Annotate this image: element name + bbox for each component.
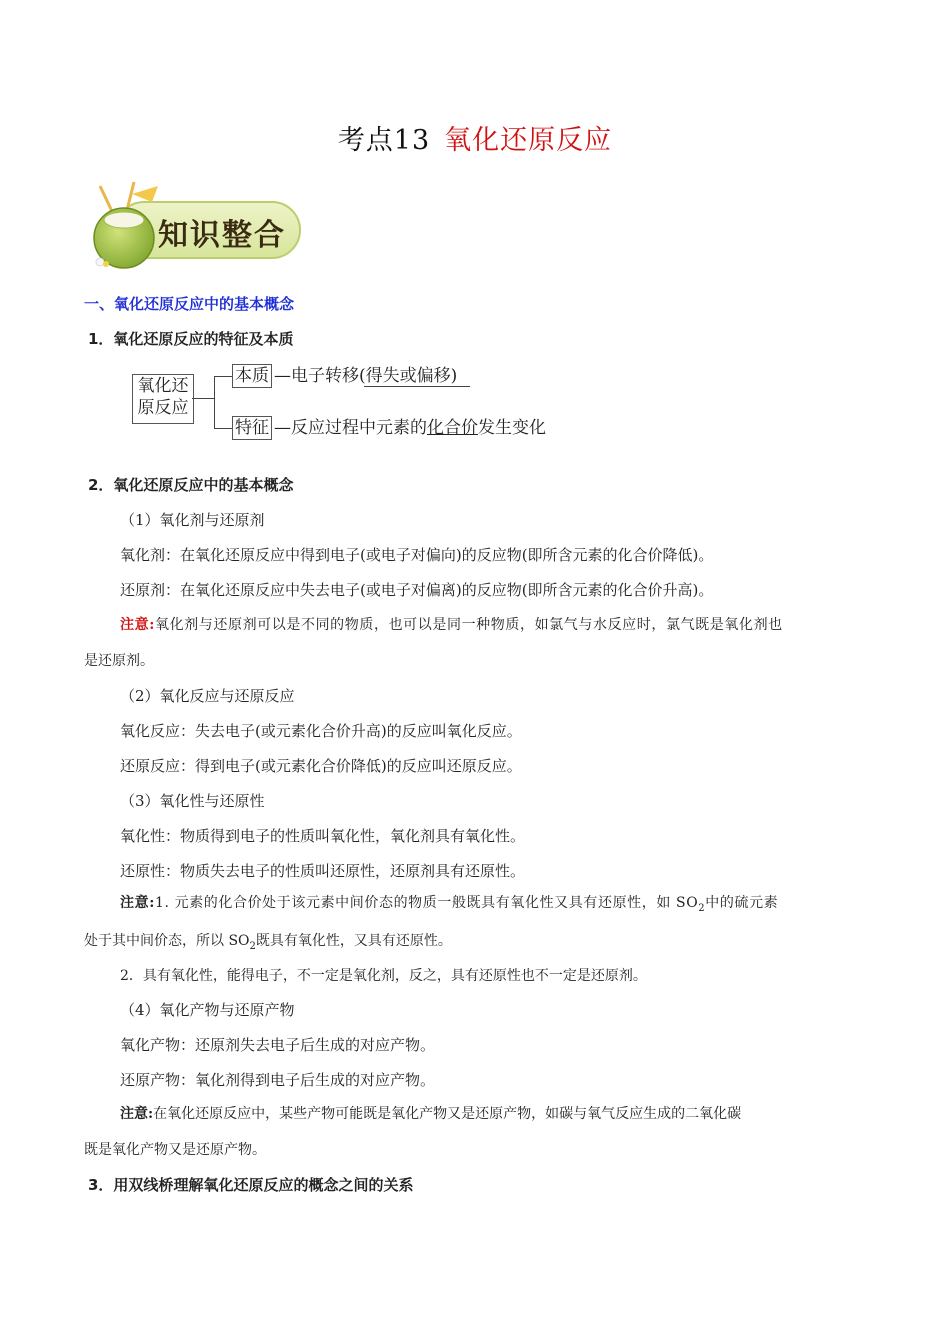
connector-v	[214, 376, 215, 428]
note-3-line-1	[120, 1103, 910, 1125]
para-1-heading: （1）氧化剂与还原剂	[120, 511, 265, 529]
essence-underline	[364, 386, 470, 387]
note-2-text-a2: 中的硫元素	[705, 895, 779, 911]
note-1-text-a: 氧化剂与还原剂可以是不同的物质，也可以是同一种物质，如氯气与水反应时，氯气既是氧化剂也	[154, 617, 783, 633]
note-2-line-1	[120, 892, 910, 920]
feature-text	[274, 417, 546, 439]
note-1-label: 注意:	[120, 617, 155, 633]
kaodian-number: 考点13	[337, 125, 431, 156]
note-3-text-a: 在氧化还原反应中，某些产物可能既是氧化产物又是还原产物，如碳与氧气反应生成的二氧化碳	[153, 1106, 742, 1122]
note-2-label: 注意:	[120, 895, 155, 911]
feature-text-underlined: 化合价	[427, 418, 478, 438]
para-4-heading: （4）氧化产物与还原产物	[120, 1001, 295, 1019]
root-box	[132, 374, 194, 424]
knowledge-badge	[88, 180, 303, 270]
subheading-1: 1．氧化还原反应的特征及本质	[88, 330, 294, 348]
note-2-line-3: 2．具有氧化性，能得电子，不一定是氧化剂，反之，具有还原性也不一定是还原剂。	[120, 968, 647, 984]
reducing-def: 还原性：物质失去电子的性质叫还原性，还原剂具有还原性。	[120, 862, 526, 880]
red-product-def: 还原产物：氧化剂得到电子后生成的对应产物。	[120, 1071, 436, 1089]
oxidant-def: 氧化剂：在氧化还原反应中得到电子(或电子对偏向)的反应物(即所含元素的化合价降低)。	[120, 546, 714, 564]
note-2-text-b2: 既具有氧化性，又具有还原性。	[255, 933, 452, 949]
note-3-label: 注意:	[120, 1106, 154, 1122]
subheading-2: 2．氧化还原反应中的基本概念	[88, 476, 294, 494]
page-title	[0, 118, 950, 157]
root-line-2: 原反应	[137, 398, 189, 418]
so2-subscript-2: 2	[249, 940, 256, 952]
connector-top	[214, 376, 232, 377]
essence-text: —电子转移(得失或偏移)	[274, 366, 458, 386]
note-1-line-2: 是还原剂。	[84, 653, 154, 669]
concept-diagram	[132, 362, 572, 442]
connector-bottom	[214, 428, 232, 429]
root-line-1: 氧化还	[137, 376, 189, 396]
note-2-text-a1: 1. 元素的化合价处于该元素中间价态的物质一般既具有氧化性又具有还原性，如 SO	[154, 895, 699, 911]
note-1-line-1	[120, 614, 910, 636]
feature-box: 特征	[232, 416, 272, 440]
connector-h	[192, 398, 214, 399]
ox-product-def: 氧化产物：还原剂失去电子后生成的对应产物。	[120, 1036, 436, 1054]
oxidizing-def: 氧化性：物质得到电子的性质叫氧化性，氧化剂具有氧化性。	[120, 827, 526, 845]
topic-title: 氧化还原反应	[444, 125, 613, 156]
note-3-line-2: 既是氧化产物又是还原产物。	[84, 1142, 266, 1158]
so2-subscript-1: 2	[698, 902, 706, 914]
para-2-heading: （2）氧化反应与还原反应	[120, 687, 295, 705]
section-heading: 一、氧化还原反应中的基本概念	[84, 295, 295, 313]
essence-box: 本质	[232, 364, 272, 388]
reduction-def: 还原反应：得到电子(或元素化合价降低)的反应叫还原反应。	[120, 757, 522, 775]
note-2-line-2	[84, 930, 874, 958]
para-3-heading: （3）氧化性与还原性	[120, 792, 265, 810]
oxidation-def: 氧化反应：失去电子(或元素化合价升高)的反应叫氧化反应。	[120, 722, 522, 740]
feature-text-a: —反应过程中元素的	[274, 418, 427, 438]
badge-label: 知识整合	[158, 218, 286, 253]
subheading-3: 3．用双线桥理解氧化还原反应的概念之间的关系	[88, 1176, 414, 1194]
note-2-text-b1: 处于其中间价态，所以 SO	[84, 933, 250, 949]
feature-text-b: 发生变化	[478, 418, 546, 438]
reductant-def: 还原剂：在氧化还原反应中失去电子(或电子对偏离)的反应物(即所含元素的化合价升高)。	[120, 581, 714, 599]
